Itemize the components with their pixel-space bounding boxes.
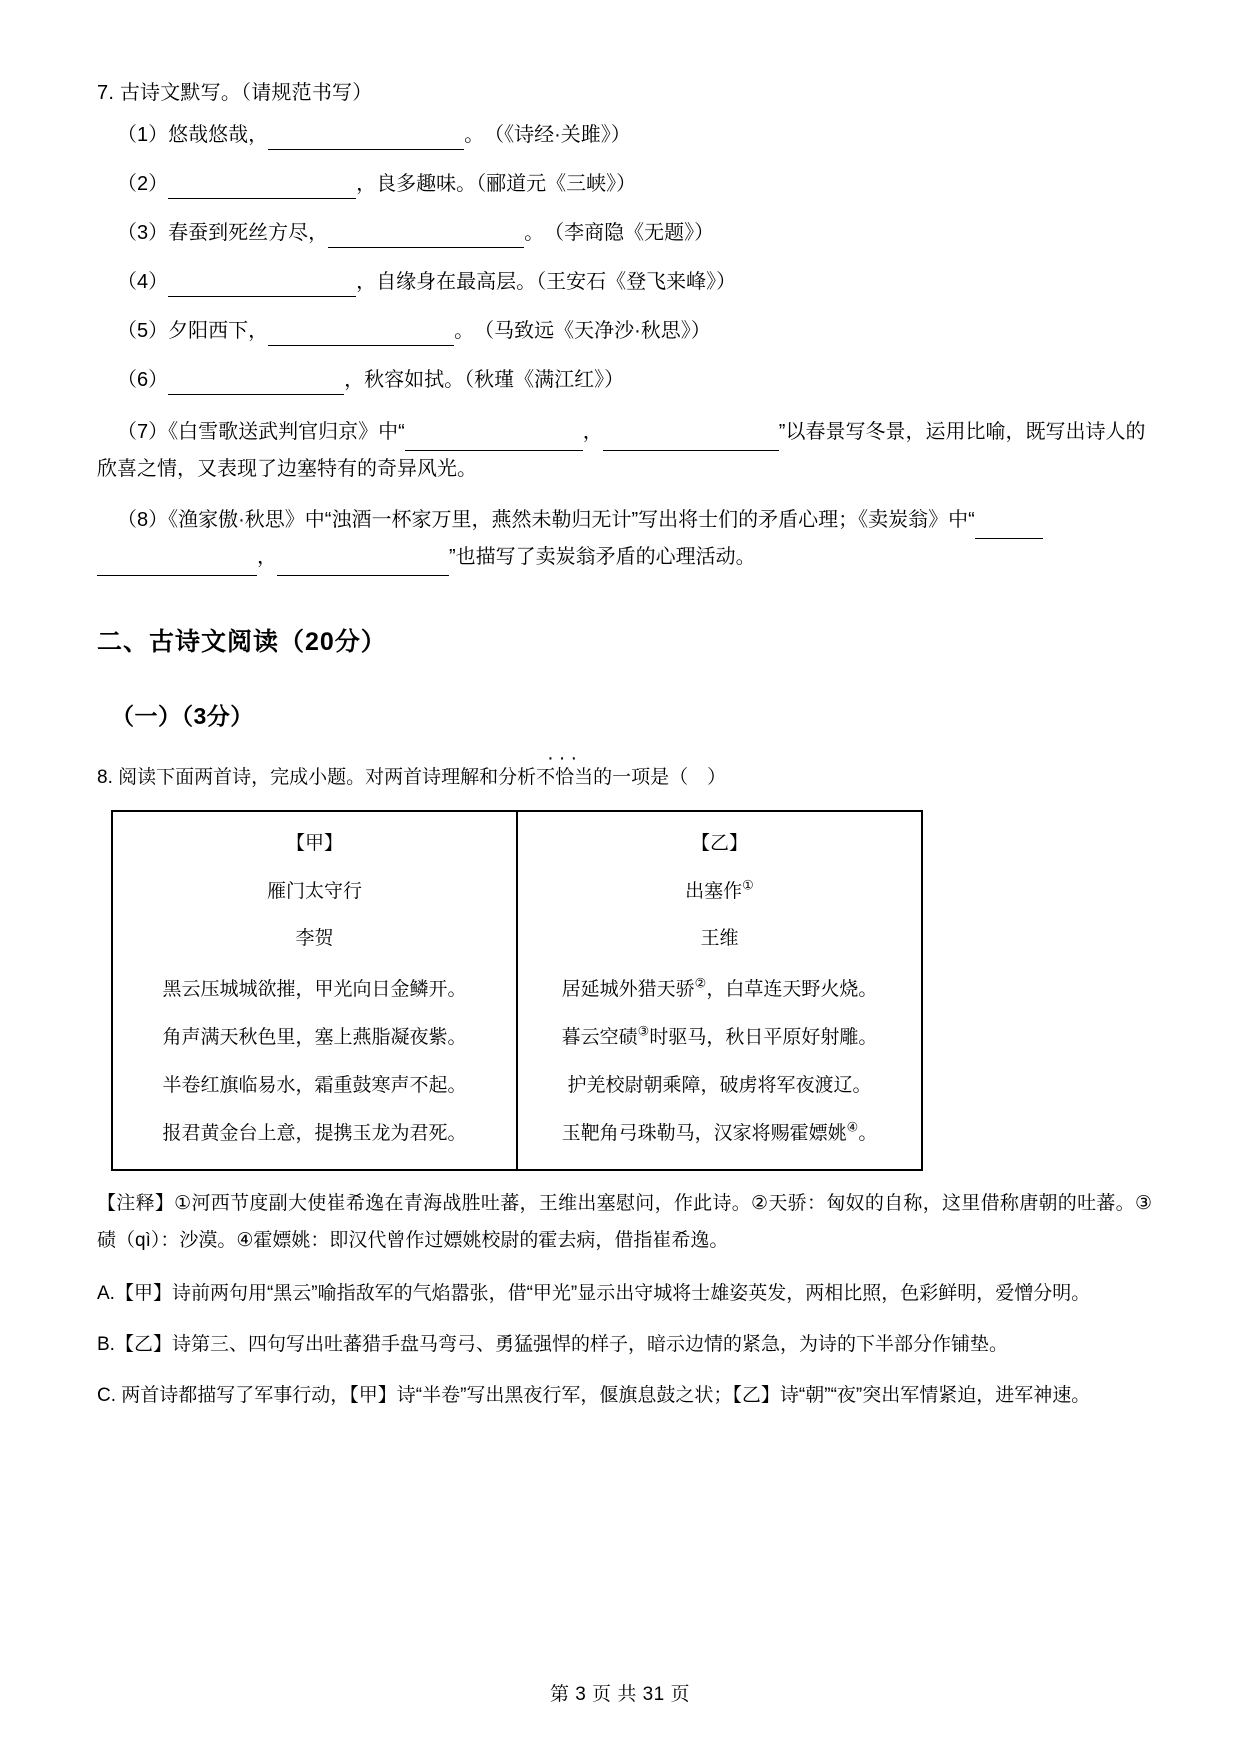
item-number: （8）: [117, 509, 169, 531]
poem-cell-yi: [517, 811, 922, 1170]
item-text-after: ，自缘身在最高层。（王安石《登飞来峰》）: [356, 271, 737, 293]
answer-blank[interactable]: [328, 227, 524, 248]
fill-item-1: [97, 120, 1152, 150]
poem-line: [528, 1023, 911, 1049]
line-part-a: 玉靶角弓珠勒马，汉家将赐霍嫖姚: [561, 1122, 847, 1144]
footnotes-block: 【注释】①河西节度副大使崔希逸在青海战胜吐蕃，王维出塞慰问，作此诗。②天骄：匈奴的自称，这里借称唐朝的吐蕃。③碛（qì）：沙漠。④霍嫖姚：即汉代曾作过嫖姚校尉的霍去病，借指崔希逸。: [97, 1192, 1152, 1251]
table-row: [112, 811, 922, 1170]
poem-line: [528, 1119, 911, 1145]
answer-blank[interactable]: [603, 430, 779, 451]
option-a[interactable]: A.【甲】诗前两句用“黑云”喻指敌军的气焰嚣张，借“甲光”显示出守城将士雄姿英发，两相比照，色彩鲜明，爱憎分明。: [97, 1282, 1091, 1304]
item-number: （5）: [117, 320, 169, 342]
item-number: （2）: [117, 173, 169, 195]
item-separator: ，: [582, 421, 603, 443]
answer-blank[interactable]: [97, 555, 257, 576]
fill-item-2: [97, 169, 1152, 199]
item-text-after: ”也描写了卖炭翁矛盾的心理活动。: [449, 546, 756, 568]
item-number: （1）: [117, 124, 169, 146]
line-part-b: 时驱马，秋日平原好射雕。: [649, 1027, 878, 1049]
answer-blank[interactable]: [168, 276, 356, 297]
footnote-marker: ①: [742, 878, 754, 894]
poem-line: [528, 1076, 911, 1097]
poem-title-jia: 雁门太守行: [266, 881, 362, 903]
item-text-after: 。 （《诗经·关雎》）: [464, 124, 631, 146]
answer-blank[interactable]: [975, 518, 1043, 539]
item-text-after: 。 （马致远《天净沙·秋思》）: [454, 320, 711, 342]
item-text-after: ，秋容如拭。（秋瑾《满江红》）: [344, 369, 625, 391]
item-text-before: 悠哉悠哉，: [168, 124, 269, 146]
page-content: [97, 78, 1152, 1428]
item-number: （4）: [117, 271, 169, 293]
poem-author-yi: 王维: [700, 928, 739, 950]
line-part-a: 暮云空碛: [561, 1027, 638, 1049]
question-8-stem: [97, 765, 1152, 792]
section-title: 二、古诗文阅读（20分）: [97, 628, 387, 656]
line-part-b: ，白草连天野火烧。: [706, 979, 878, 1001]
subsection-title: （一）（3分）: [111, 703, 254, 729]
poem-title-yi: [528, 878, 911, 903]
poem-line: 黑云压城城欲摧，甲光向日金鳞开。: [162, 979, 467, 1001]
fill-item-4: [97, 267, 1152, 297]
line-part-a: 护羌校尉朝乘障，破虏将军夜渡辽。: [567, 1075, 872, 1097]
stem-suffix: 的一项是（ ）: [593, 767, 727, 788]
answer-blank[interactable]: [405, 430, 583, 451]
poem-line: 报君黄金台上意，提携玉龙为君死。: [162, 1122, 467, 1144]
answer-blank[interactable]: [277, 555, 449, 576]
answer-blank[interactable]: [168, 374, 344, 395]
item-text-before: 《白雪歌送武判官归京》中“: [168, 421, 405, 443]
item-text-after: ，良多趣味。（郦道元《三峡》）: [356, 173, 637, 195]
item-text-after: ”以春景写冬景，运用比喻，既写出诗人的欣喜之情，又表现了边塞特有的奇异风光。: [97, 421, 1146, 480]
option-b[interactable]: B.【乙】诗第三、四句写出吐蕃猎手盘马弯弓、勇猛强悍的样子，暗示边情的紧急，为诗的下半部分作铺垫。: [97, 1333, 1008, 1355]
poem-label-jia: 【甲】: [285, 832, 343, 854]
question-7-heading: 7. 古诗文默写。（请规范书写）: [97, 82, 373, 104]
item-number: （3）: [117, 222, 169, 244]
item-text-before: 《渔家傲·秋思》中“浊酒一杯家万里，燕然未勒归无计”写出将士们的矛盾心理；《卖炭翁》中“: [168, 509, 975, 531]
stem-prefix: 8. 阅读下面两首诗，完成小题。对两首诗理解和分析: [97, 767, 537, 788]
fill-item-3: [97, 218, 1152, 248]
poem-label-yi: 【乙】: [690, 832, 748, 854]
option-c[interactable]: C. 两首诗都描写了军事行动，【甲】诗“半卷”写出黑夜行军，偃旗息鼓之状；【乙】诗“朝”“夜”突出军情紧迫，进军神速。: [97, 1385, 1091, 1407]
item-text-before: 夕阳西下，: [168, 320, 269, 342]
poem-author-jia: 李贺: [295, 928, 334, 950]
answer-blank[interactable]: [268, 325, 454, 346]
poem-title-text: 出塞作: [685, 881, 743, 903]
poem-line: 半卷红旗临易水，霜重鼓寒声不起。: [162, 1075, 467, 1097]
item-text-before: 春蚕到死丝方尽，: [168, 222, 329, 244]
poem-cell-jia: [112, 811, 517, 1170]
poem-comparison-table: [111, 810, 923, 1171]
fill-item-8: [97, 502, 1152, 576]
fill-item-7: [97, 414, 1152, 488]
footnote-marker: ④: [846, 1119, 859, 1135]
fill-item-6: [97, 365, 1152, 395]
footnote-marker: ③: [637, 1023, 650, 1039]
poem-line: [528, 975, 911, 1001]
line-part-a: 居延城外猎天骄: [561, 979, 695, 1001]
poem-line: 角声满天秋色里，塞上燕脂凝夜紫。: [162, 1027, 467, 1049]
item-separator: ，: [257, 546, 277, 568]
fill-item-5: [97, 316, 1152, 346]
line-part-b: 。: [858, 1122, 878, 1144]
footnote-marker: ②: [694, 975, 707, 991]
answer-blank[interactable]: [168, 178, 356, 199]
page-footer: 第 3 页 共 31 页: [549, 1684, 691, 1705]
item-number: （7）: [117, 421, 169, 443]
item-text-after: 。 （李商隐《无题》）: [524, 222, 715, 244]
item-number: （6）: [117, 369, 169, 391]
emphasis-dotted-text: ··· 不恰当: [536, 765, 593, 792]
answer-blank[interactable]: [268, 129, 464, 150]
